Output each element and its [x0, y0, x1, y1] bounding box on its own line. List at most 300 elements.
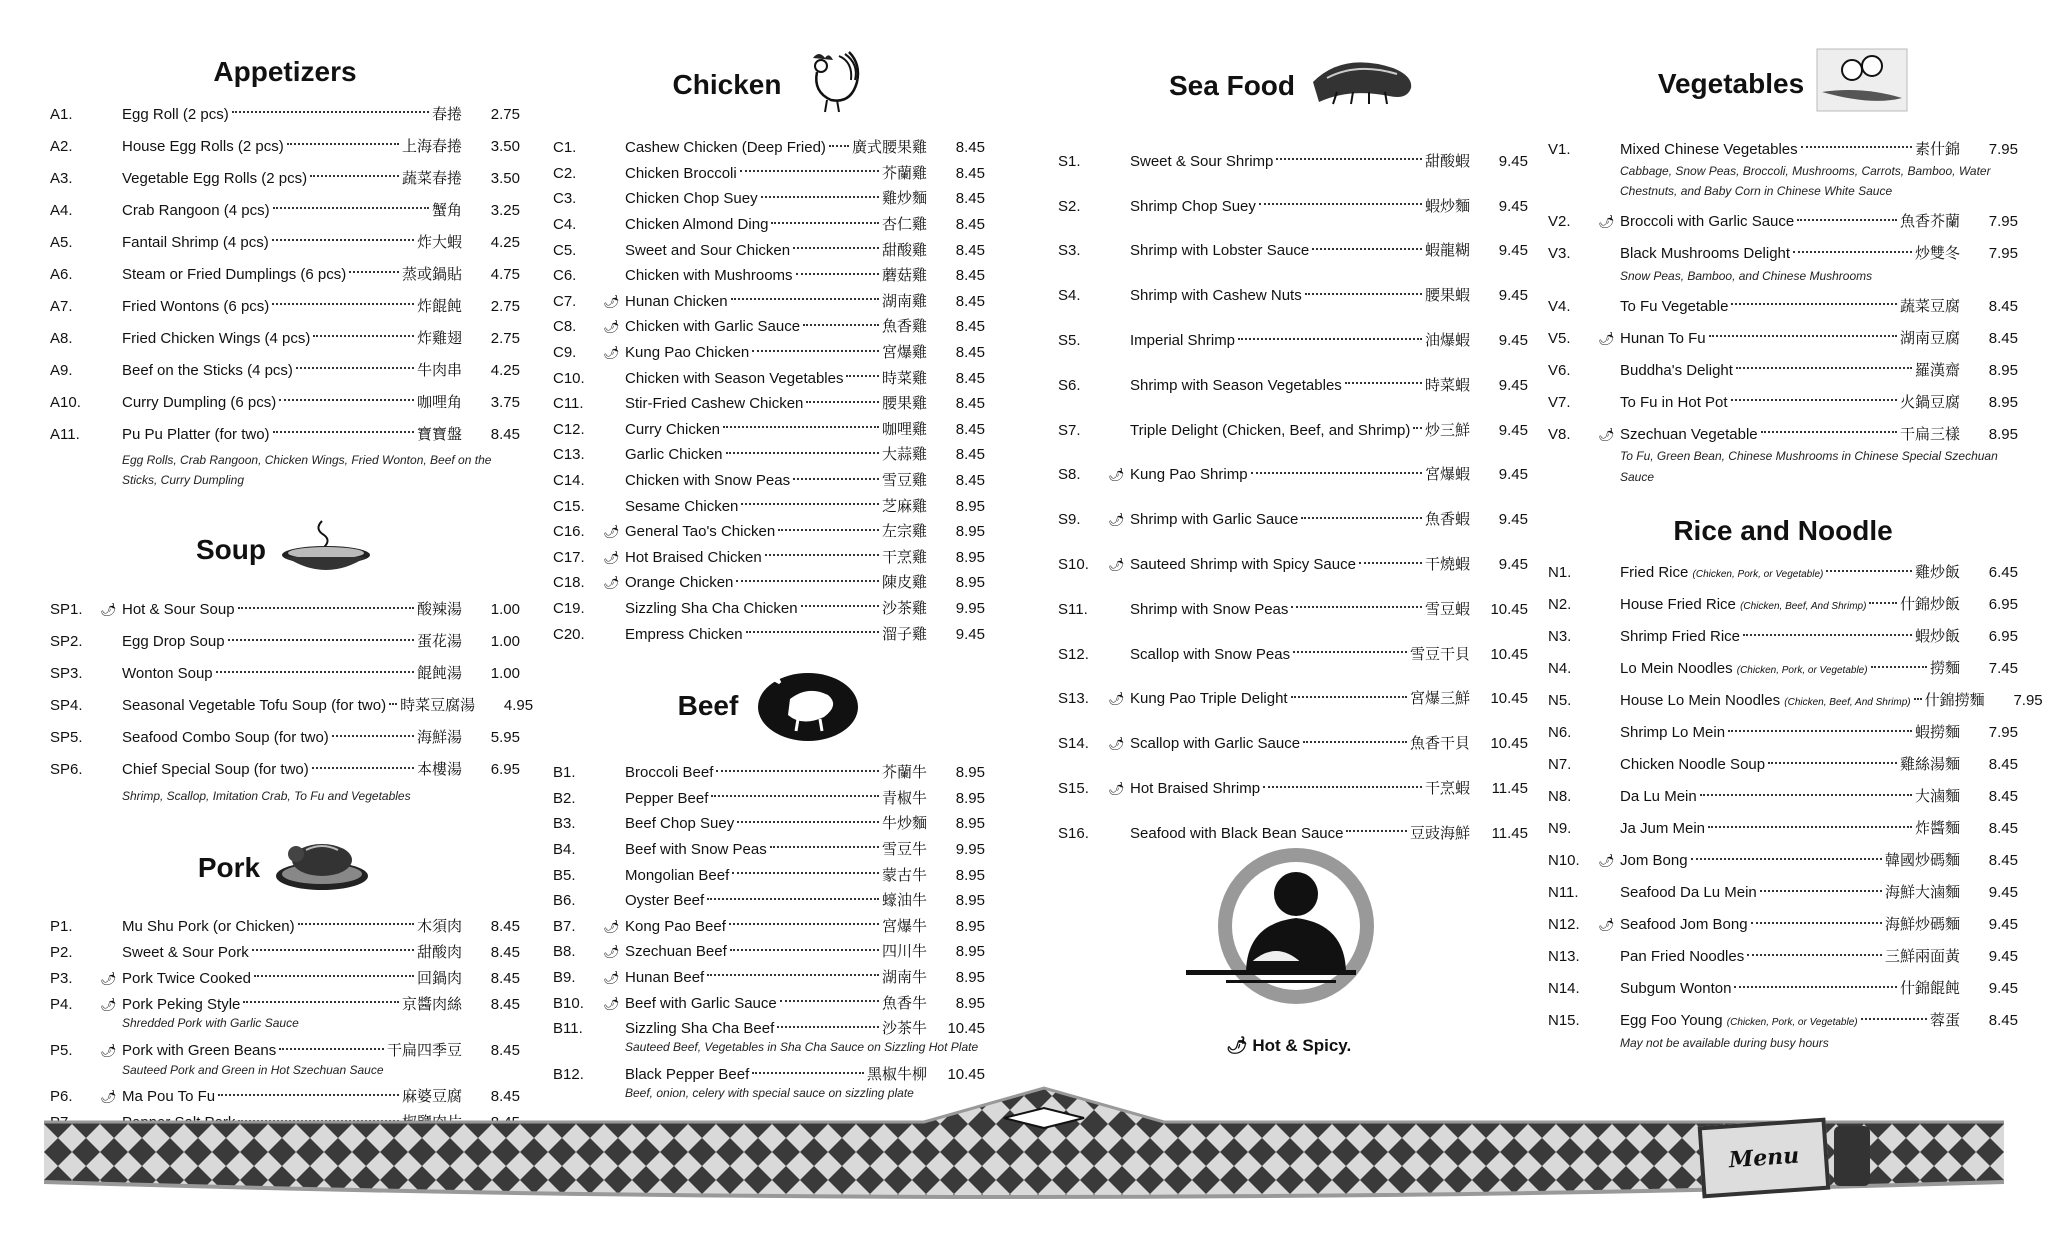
menu-item-row: [1548, 813, 2018, 845]
dot-leader: [765, 554, 879, 556]
soup-bowl-icon: [278, 517, 374, 584]
item-code: A11.: [50, 425, 80, 443]
item-name: [1620, 246, 1790, 261]
item-name: [1130, 736, 1300, 751]
item-chinese-name: 海鮮大滷麵: [1884, 884, 1960, 902]
item-name-text: Szechuan Beef: [625, 943, 727, 961]
item-name: [1620, 917, 1748, 932]
item-description: Beef, onion, celery with special sauce on sizzling plate: [625, 1086, 914, 1101]
item-name-text: Scallop with Snow Peas: [1130, 645, 1291, 663]
item-name: [625, 268, 793, 283]
item-price: 11.45: [1491, 824, 1528, 842]
item-name-text: Triple Delight (Chicken, Beef, and Shrimp): [1130, 421, 1411, 439]
rice-title: Rice and Noodle: [1673, 514, 1893, 546]
item-code: S13.: [1058, 690, 1089, 708]
dot-leader: [1801, 146, 1912, 148]
item-price: 10.45: [947, 1020, 985, 1038]
dot-leader: [1691, 858, 1882, 860]
item-chinese-name: 宮爆三鮮: [1409, 690, 1470, 708]
dot-leader: [803, 324, 879, 326]
item-chinese-name: 素什錦: [1914, 140, 1960, 158]
seafood-list: [1058, 139, 1528, 856]
item-name: [1620, 299, 1728, 314]
item-chinese-name: 酸辣湯: [416, 601, 462, 619]
menu-item-row: [1548, 941, 2018, 973]
item-code: S9.: [1058, 511, 1081, 529]
item-name-text: Hunan Chicken: [625, 292, 728, 310]
appetizers-heading: [50, 56, 520, 88]
item-name: [625, 765, 713, 780]
item-chinese-name: 炸雞翅: [416, 329, 462, 347]
item-code: N9.: [1548, 820, 1572, 838]
chili-pepper-icon: 🌶︎: [603, 345, 620, 361]
item-code: P6.: [50, 1088, 73, 1106]
item-chinese-name: 宮爆牛: [881, 917, 927, 935]
item-chinese-name: 左宗雞: [881, 523, 927, 541]
item-price: 2.75: [490, 105, 520, 123]
item-chinese-name: 蓉蛋: [1929, 1012, 1960, 1030]
menu-item-row: [553, 442, 985, 468]
item-chinese-name: 木須肉: [416, 917, 462, 935]
item-name-text: Shrimp Chop Suey: [1130, 197, 1256, 215]
dot-leader: [1728, 730, 1912, 732]
menu-item-row: [50, 194, 520, 226]
item-name: [1130, 781, 1260, 796]
item-name-text: Seasonal Vegetable Tofu Soup (for two): [122, 697, 387, 715]
menu-item-row: [1548, 845, 2018, 877]
item-chinese-name: 時菜雞: [881, 369, 927, 387]
item-price: 9.45: [1498, 511, 1528, 529]
item-chinese-name: 四川牛: [881, 943, 927, 961]
item-name-text: Oyster Beef: [625, 892, 705, 910]
dot-leader: [746, 631, 879, 633]
item-description: To Fu, Green Bean, Chinese Mushrooms in Chinese Special Szechuan Sauce: [1620, 449, 1998, 484]
item-code: V6.: [1548, 361, 1571, 379]
item-price: 8.45: [955, 190, 985, 208]
item-name: [1620, 981, 1731, 996]
item-name: [1620, 142, 1798, 157]
dot-leader: [1359, 562, 1422, 564]
item-code: A7.: [50, 297, 73, 315]
item-name: [625, 627, 743, 642]
item-chinese-name: 京醬肉絲: [401, 995, 462, 1013]
dot-leader: [778, 529, 879, 531]
item-name-detail: (Chicken, Pork, or Vegetable): [1726, 1017, 1858, 1029]
dot-leader: [287, 143, 399, 145]
item-chinese-name: 青椒牛: [881, 789, 927, 807]
menu-item-row: [50, 939, 520, 965]
menu-item-row: [50, 162, 520, 194]
menu-item-row: [1548, 133, 2018, 165]
menu-item-row: [1548, 717, 2018, 749]
item-chinese-name: 炸餛飩: [416, 297, 462, 315]
dot-leader: [731, 298, 879, 300]
appetizers-title: Appetizers: [213, 56, 357, 87]
menu-item-row: [1058, 497, 1528, 542]
item-name-text: Ja Jum Mein: [1620, 820, 1706, 838]
dot-leader: [312, 767, 414, 769]
dot-leader: [1768, 762, 1897, 764]
item-code: B2.: [553, 789, 576, 807]
item-code: V7.: [1548, 393, 1571, 411]
item-name: [1130, 602, 1288, 617]
item-chinese-name: 蟹角: [431, 201, 462, 219]
item-name: [122, 139, 284, 154]
item-price: 8.45: [490, 969, 520, 987]
item-code: V8.: [1548, 425, 1571, 443]
menu-item-row: [553, 365, 985, 391]
dot-leader: [1793, 251, 1912, 253]
item-chinese-name: 干燒蝦: [1424, 556, 1470, 574]
item-description: May not be available during busy hours: [1620, 1035, 1829, 1050]
item-price: 8.45: [955, 216, 985, 234]
item-name-text: Fried Chicken Wings (4 pcs): [122, 329, 311, 347]
item-chinese-name: 雞絲湯麵: [1899, 756, 1960, 774]
menu-item-row: [553, 519, 985, 545]
item-name-text: Ma Pou To Fu: [122, 1088, 216, 1106]
item-name-text: Pu Pu Platter (for two): [122, 425, 270, 443]
item-code: N10.: [1548, 852, 1580, 870]
item-price: 10.45: [1490, 735, 1528, 753]
menu-item-row: [553, 913, 985, 939]
item-chinese-name: 魚香牛: [881, 994, 927, 1012]
item-price: 8.95: [955, 994, 985, 1012]
item-name-text: Curry Dumpling (6 pcs): [122, 393, 277, 411]
item-price: 1.00: [490, 601, 520, 619]
menu-item-row: [553, 862, 985, 888]
item-name-text: Sauteed Shrimp with Spicy Sauce: [1130, 556, 1356, 574]
item-chinese-name: 杏仁雞: [881, 216, 927, 234]
beef-title: Beef: [677, 690, 739, 722]
menu-item-row: [553, 212, 985, 238]
item-name: [1130, 512, 1298, 527]
item-name-text: House Fried Rice: [1620, 596, 1736, 614]
dot-leader: [723, 426, 879, 428]
item-name-text: Hot Braised Shrimp: [1130, 780, 1261, 798]
menu-item-row: [1058, 587, 1528, 632]
dot-leader: [729, 923, 879, 925]
item-name-text: Jom Bong: [1620, 852, 1688, 870]
chili-pepper-icon: 🌶︎: [603, 969, 620, 985]
dot-leader: [711, 795, 879, 797]
item-name-text: Crab Rangoon (4 pcs): [122, 201, 270, 219]
item-code: B11.: [553, 1020, 583, 1038]
item-price: 8.45: [1988, 297, 2018, 315]
item-name-text: Mongolian Beef: [625, 866, 730, 884]
chili-pepper-icon: 🌶︎: [1108, 781, 1125, 797]
item-name: [625, 524, 775, 539]
item-chinese-name: 雪豆干貝: [1409, 645, 1470, 663]
item-name: [1620, 821, 1705, 836]
item-price: 10.45: [1490, 690, 1528, 708]
hot-spicy-legend-text: Hot & Spicy.: [1252, 1036, 1352, 1055]
item-code: P4.: [50, 995, 73, 1013]
dot-leader: [310, 175, 399, 177]
item-name-text: Beef Chop Suey: [625, 815, 735, 833]
item-price: 9.45: [1498, 242, 1528, 260]
item-price: 8.45: [490, 425, 520, 443]
waiter-icon: [1186, 844, 1382, 1019]
dot-leader: [389, 703, 397, 705]
item-chinese-name: 甜酸蝦: [1424, 152, 1470, 170]
seafood-title: Sea Food: [1168, 69, 1295, 101]
item-price: 9.45: [1988, 916, 2018, 934]
item-code: V4.: [1548, 297, 1571, 315]
item-price: 4.75: [490, 265, 520, 283]
item-price: 8.95: [1988, 425, 2018, 443]
item-name: [122, 331, 310, 346]
item-chinese-name: 蔬菜豆腐: [1899, 297, 1960, 315]
chili-pepper-icon: 🌶︎: [603, 293, 620, 309]
seafood-heading: [1058, 52, 1528, 119]
menu-item-row: [1548, 685, 2043, 717]
chili-pepper-icon: 🌶︎: [1598, 426, 1615, 442]
item-price: 9.45: [1988, 884, 2018, 902]
item-name: [122, 107, 229, 122]
item-name: [122, 698, 386, 713]
item-price: 9.45: [1498, 421, 1528, 439]
menu-item-row: [553, 237, 985, 263]
item-chinese-name: 豆豉海鮮: [1409, 824, 1470, 842]
chili-pepper-icon: 🌶︎: [100, 996, 117, 1012]
menu-item-row: [553, 570, 985, 596]
item-price: 8.45: [1988, 852, 2018, 870]
menu-item-row: [1548, 589, 2018, 621]
dot-leader: [1708, 826, 1912, 828]
item-price: 6.95: [490, 761, 520, 779]
item-code: B9.: [553, 968, 576, 986]
menu-item-row: [50, 754, 520, 786]
item-name-text: Fried Wontons (6 pcs): [122, 297, 270, 315]
dot-leader: [736, 580, 879, 582]
chili-pepper-icon: 🌶︎: [100, 602, 117, 618]
item-name-text: Mixed Chinese Vegetables: [1620, 140, 1798, 158]
dot-leader: [737, 821, 879, 823]
dot-leader: [243, 1001, 399, 1003]
item-code: B6.: [553, 892, 576, 910]
item-price: 8.45: [955, 139, 985, 157]
item-chinese-name: 蝦龍糊: [1424, 242, 1470, 260]
menu-item-row: [553, 417, 985, 443]
item-name-text: Empress Chicken: [625, 625, 743, 643]
item-chinese-name: 干烹雞: [881, 548, 927, 566]
menu-item-row: [553, 135, 985, 161]
item-code: V2.: [1548, 213, 1571, 231]
rooster-icon: [793, 48, 865, 121]
item-chinese-name: 回鍋肉: [416, 969, 462, 987]
item-name-text: Chicken with Snow Peas: [625, 472, 791, 490]
item-code: B3.: [553, 815, 576, 833]
item-name: [1620, 789, 1697, 804]
chili-pepper-icon: 🌶︎: [603, 549, 620, 565]
item-code: V1.: [1548, 140, 1571, 158]
item-name: [625, 243, 790, 258]
item-code: S10.: [1058, 556, 1089, 574]
item-code: N5.: [1548, 692, 1572, 710]
item-name: [1620, 853, 1688, 868]
item-name-text: Beef with Snow Peas: [625, 840, 767, 858]
item-name: [1620, 949, 1744, 964]
item-name: [625, 473, 790, 488]
item-chinese-name: 雪豆雞: [881, 472, 927, 490]
item-code: A2.: [50, 137, 73, 155]
menu-item-row: [553, 314, 985, 340]
item-code: A10.: [50, 393, 81, 411]
item-chinese-name: 蠔油牛: [881, 892, 927, 910]
item-name: [122, 235, 269, 250]
dot-leader: [1826, 570, 1912, 572]
item-name-text: Sweet & Sour Pork: [122, 943, 249, 961]
item-price: 10.45: [1490, 600, 1528, 618]
item-description: Snow Peas, Bamboo, and Chinese Mushrooms: [1620, 268, 1873, 283]
item-name-detail: (Chicken, Pork, or Vegetable): [1692, 569, 1824, 581]
item-name-text: Chicken Broccoli: [625, 164, 737, 182]
item-name-detail: (Chicken, Beef, And Shrimp): [1784, 697, 1911, 709]
item-name-text: Beef with Garlic Sauce: [625, 994, 777, 1012]
dot-leader: [296, 367, 414, 369]
menu-item-row: [50, 322, 520, 354]
item-price: 4.25: [490, 361, 520, 379]
item-code: S8.: [1058, 466, 1081, 484]
dot-leader: [1709, 335, 1897, 337]
dot-leader: [1413, 427, 1422, 429]
soup-description: Shrimp, Scallop, Imitation Crab, To Fu and Vegetables: [122, 788, 411, 803]
item-description: Sauteed Beef, Vegetables in Sha Cha Sauce on Sizzling Hot Plate: [625, 1040, 979, 1055]
dot-leader: [740, 170, 879, 172]
soup-list: [50, 594, 534, 806]
item-price: 10.45: [947, 1066, 985, 1084]
item-price: 9.45: [1498, 287, 1528, 305]
menu-item-row: [1548, 290, 2018, 322]
item-price: 8.45: [955, 318, 985, 336]
item-name: [625, 499, 738, 514]
menu-item-row: [1548, 386, 2018, 418]
item-name-text: Chicken Almond Ding: [625, 216, 769, 234]
item-price: 8.95: [955, 943, 985, 961]
dot-leader: [1263, 786, 1422, 788]
item-code: SP2.: [50, 633, 83, 651]
dot-leader: [298, 923, 414, 925]
menu-item-row: [553, 263, 985, 289]
item-code: B8.: [553, 943, 576, 961]
dot-leader: [801, 605, 879, 607]
item-code: B5.: [553, 866, 576, 884]
menu-item-row: [553, 161, 985, 187]
item-name: [1130, 467, 1248, 482]
dot-leader: [332, 735, 414, 737]
item-name: [1130, 826, 1343, 841]
item-name-text: Pan Fried Noodles: [1620, 948, 1745, 966]
item-description: Shredded Pork with Garlic Sauce: [122, 1016, 299, 1031]
item-code: C13.: [553, 446, 585, 464]
item-code: S6.: [1058, 376, 1081, 394]
item-code: A1.: [50, 105, 73, 123]
item-price: 7.95: [2013, 692, 2043, 710]
item-code: S5.: [1058, 332, 1081, 350]
item-price: 8.45: [1988, 788, 2018, 806]
item-name-text: Shrimp with Garlic Sauce: [1130, 511, 1299, 529]
item-name-text: To Fu Vegetable: [1620, 297, 1729, 315]
menu-item-row: [1058, 139, 1528, 184]
menu-item-row: [553, 785, 985, 811]
item-chinese-name: 黑椒牛柳: [866, 1066, 927, 1084]
menu-item-row: [1548, 238, 2018, 270]
menu-item-row: [1058, 363, 1528, 408]
item-name: [1620, 885, 1757, 900]
item-name: [1620, 725, 1725, 740]
item-name: [122, 971, 251, 986]
chili-pepper-icon: 🌶︎: [603, 918, 620, 934]
dot-leader: [1301, 517, 1422, 519]
item-code: N8.: [1548, 788, 1572, 806]
item-code: S2.: [1058, 197, 1081, 215]
item-code: N12.: [1548, 916, 1580, 934]
item-price: 2.75: [490, 297, 520, 315]
menu-item-row: [553, 760, 985, 786]
bull-icon: [750, 663, 860, 750]
item-name: [122, 171, 307, 186]
dot-leader: [1731, 303, 1897, 305]
item-price: 8.45: [955, 472, 985, 490]
item-code: S15.: [1058, 780, 1089, 798]
item-code: A5.: [50, 233, 73, 251]
item-name-text: Seafood Da Lu Mein: [1620, 884, 1757, 902]
menu-item-row: [1058, 677, 1528, 722]
chicken-title: Chicken: [672, 68, 782, 100]
item-name: [625, 447, 723, 462]
condiment-bottle-icon: [1834, 1126, 1870, 1186]
item-price: 9.95: [955, 840, 985, 858]
item-name: [625, 166, 737, 181]
item-name: [1620, 214, 1794, 229]
dot-leader: [1291, 696, 1407, 698]
item-price: 8.95: [955, 892, 985, 910]
item-code: C15.: [553, 497, 585, 515]
item-price: 6.95: [1988, 596, 2018, 614]
item-code: S11.: [1058, 600, 1088, 618]
item-chinese-name: 牛肉串: [416, 361, 462, 379]
dot-leader: [761, 196, 879, 198]
item-name: [122, 730, 329, 745]
item-price: 9.45: [1988, 948, 2018, 966]
dot-leader: [1259, 203, 1422, 205]
dot-leader: [279, 1048, 384, 1050]
dot-leader: [829, 145, 849, 147]
item-chinese-name: 魚香蝦: [1424, 511, 1470, 529]
item-name: [625, 944, 727, 959]
chili-pepper-icon: 🌶︎: [1108, 557, 1125, 573]
item-code: SP1.: [50, 601, 83, 619]
item-name-text: Pork Peking Style: [122, 995, 241, 1013]
item-chinese-name: 時菜豆腐湯: [400, 697, 476, 715]
dot-leader: [1734, 986, 1897, 988]
dot-leader: [752, 350, 879, 352]
item-price: 4.95: [503, 697, 534, 715]
dot-leader: [349, 271, 399, 273]
item-name-text: Chicken Chop Suey: [625, 190, 758, 208]
menu-item-row: [553, 621, 985, 647]
chili-pepper-icon: 🌶︎: [1598, 917, 1615, 933]
dot-leader: [716, 770, 879, 772]
item-name-text: Hunan Beef: [625, 968, 705, 986]
menu-item-row: [50, 290, 520, 322]
item-code: S16.: [1058, 824, 1089, 842]
item-price: 8.45: [955, 446, 985, 464]
item-name-text: Garlic Chicken: [625, 446, 723, 464]
menu-item-row: [1548, 418, 2018, 450]
item-name: [1620, 363, 1733, 378]
item-name: [625, 1067, 749, 1082]
